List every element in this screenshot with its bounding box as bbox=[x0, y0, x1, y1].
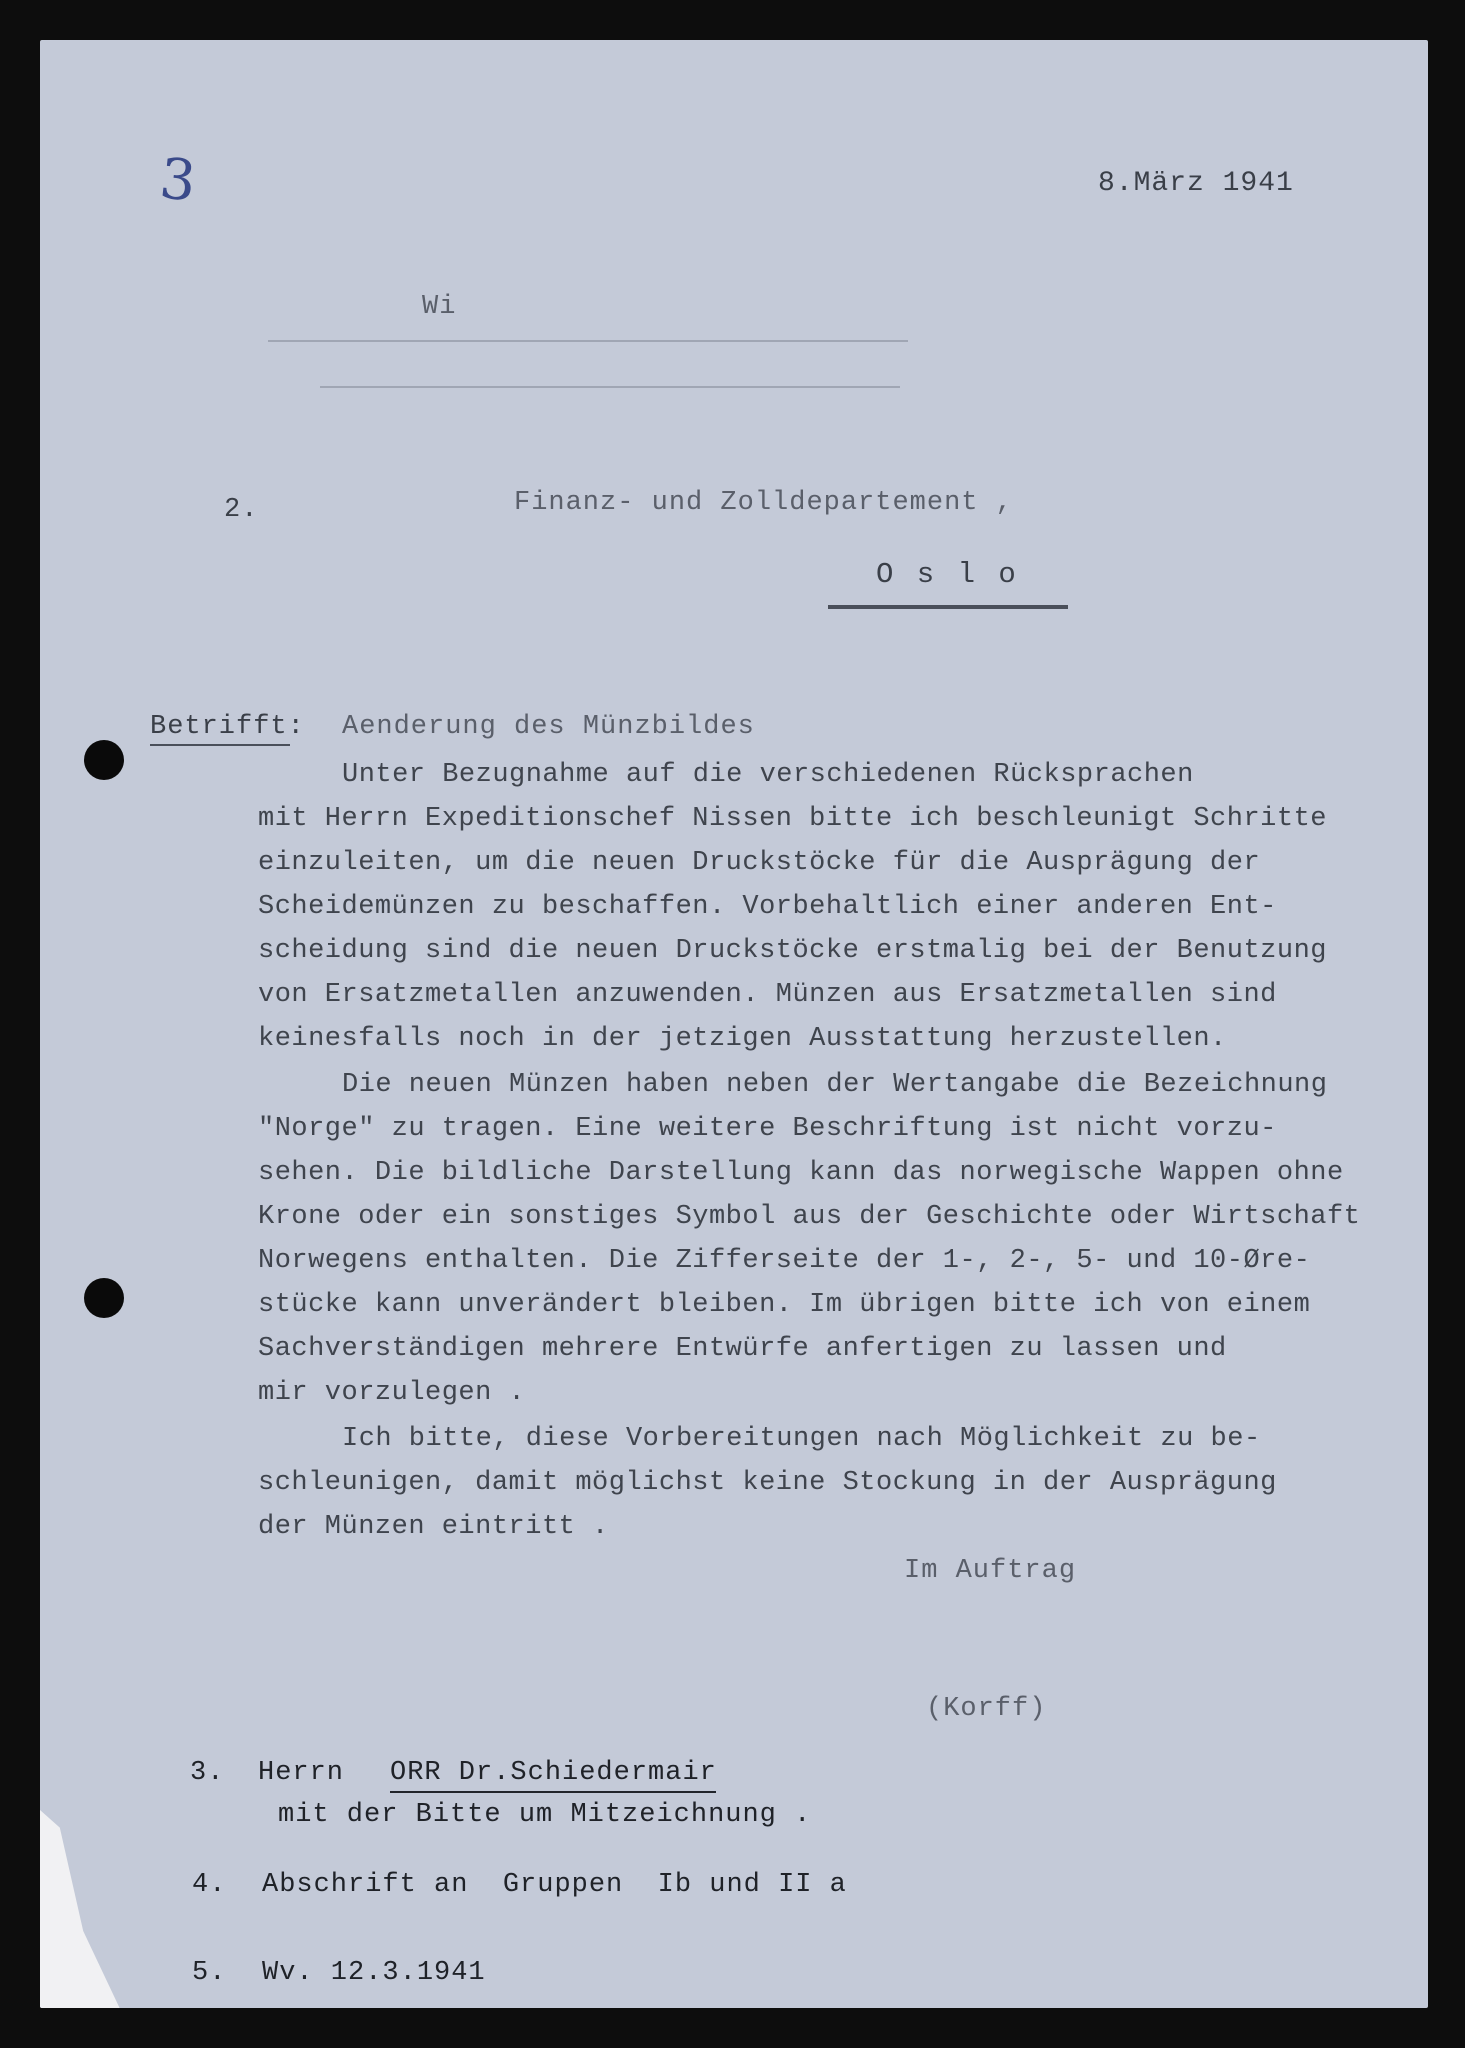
body-line: Sachverständigen mehrere Entwürfe anfertigen zu lassen und bbox=[258, 1334, 1227, 1364]
name-underline bbox=[390, 1791, 716, 1793]
routing-code: Wi bbox=[422, 292, 457, 322]
item-number: 5. bbox=[192, 1958, 227, 1988]
date: 8.März 1941 bbox=[1098, 168, 1294, 199]
body-line: mir vorzulegen . bbox=[258, 1378, 526, 1408]
body-line: Die neuen Münzen haben neben der Wertangabe die Bezeichnung bbox=[342, 1070, 1328, 1100]
recipient-city: O s l o bbox=[876, 558, 1019, 591]
body-line: von Ersatzmetallen anzuwenden. Münzen aus Ersatzmetallen sind bbox=[258, 980, 1277, 1010]
item-4-text: Abschrift an Gruppen Ib und II a bbox=[262, 1870, 847, 1900]
body-line: "Norge" zu tragen. Eine weitere Beschriftung ist nicht vorzu- bbox=[258, 1114, 1277, 1144]
item-3-prefix: Herrn bbox=[258, 1758, 345, 1788]
body-line: Scheidemünzen zu beschaffen. Vorbehaltlich einer anderen Ent- bbox=[258, 892, 1277, 922]
item-number: 3. bbox=[190, 1758, 225, 1788]
divider bbox=[320, 386, 900, 388]
city-underline bbox=[828, 605, 1068, 609]
body-line: Norwegens enthalten. Die Zifferseite der 1-, 2-, 5- und 10-Øre- bbox=[258, 1246, 1311, 1276]
body-line: stücke kann unverändert bleiben. Im übrigen bitte ich von einem bbox=[258, 1290, 1311, 1320]
body-line: Unter Bezugnahme auf die verschiedenen Rücksprachen bbox=[342, 760, 1194, 790]
item-number: 4. bbox=[192, 1870, 227, 1900]
signature: (Korff) bbox=[926, 1694, 1047, 1724]
body-line: der Münzen eintritt . bbox=[258, 1512, 609, 1542]
page-number-handwritten: 3 bbox=[156, 146, 199, 215]
punch-hole bbox=[84, 740, 124, 780]
item-5-text: Wv. 12.3.1941 bbox=[262, 1958, 486, 1988]
subject-label: Betrifft: bbox=[150, 712, 305, 742]
divider bbox=[268, 340, 908, 342]
subject-underline bbox=[150, 744, 290, 746]
closing: Im Auftrag bbox=[904, 1556, 1077, 1586]
body-line: Krone oder ein sonstiges Symbol aus der Geschichte oder Wirtschaft bbox=[258, 1202, 1361, 1232]
body-line: Ich bitte, diese Vorbereitungen nach Möglichkeit zu be- bbox=[342, 1424, 1261, 1454]
recipient-name: Finanz- und Zolldepartement , bbox=[514, 488, 1013, 518]
document-page bbox=[40, 40, 1428, 2008]
item-3-note: mit der Bitte um Mitzeichnung . bbox=[278, 1800, 812, 1830]
subject-text: Aenderung des Münzbildes bbox=[342, 712, 755, 742]
body-line: einzuleiten, um die neuen Druckstöcke für die Ausprägung der bbox=[258, 848, 1261, 878]
item-number: 2. bbox=[224, 495, 259, 525]
body-line: sehen. Die bildliche Darstellung kann das norwegische Wappen ohne bbox=[258, 1158, 1344, 1188]
body-line: schleunigen, damit möglichst keine Stockung in der Ausprägung bbox=[258, 1468, 1277, 1498]
body-line: mit Herrn Expeditionschef Nissen bitte ich beschleunigt Schritte bbox=[258, 804, 1327, 834]
body-line: scheidung sind die neuen Druckstöcke erstmalig bei der Benutzung bbox=[258, 936, 1327, 966]
body-line: keinesfalls noch in der jetzigen Ausstattung herzustellen. bbox=[258, 1024, 1227, 1054]
folded-corner bbox=[40, 1810, 130, 2008]
item-3-name: ORR Dr.Schiedermair bbox=[390, 1758, 717, 1788]
punch-hole bbox=[84, 1278, 124, 1318]
